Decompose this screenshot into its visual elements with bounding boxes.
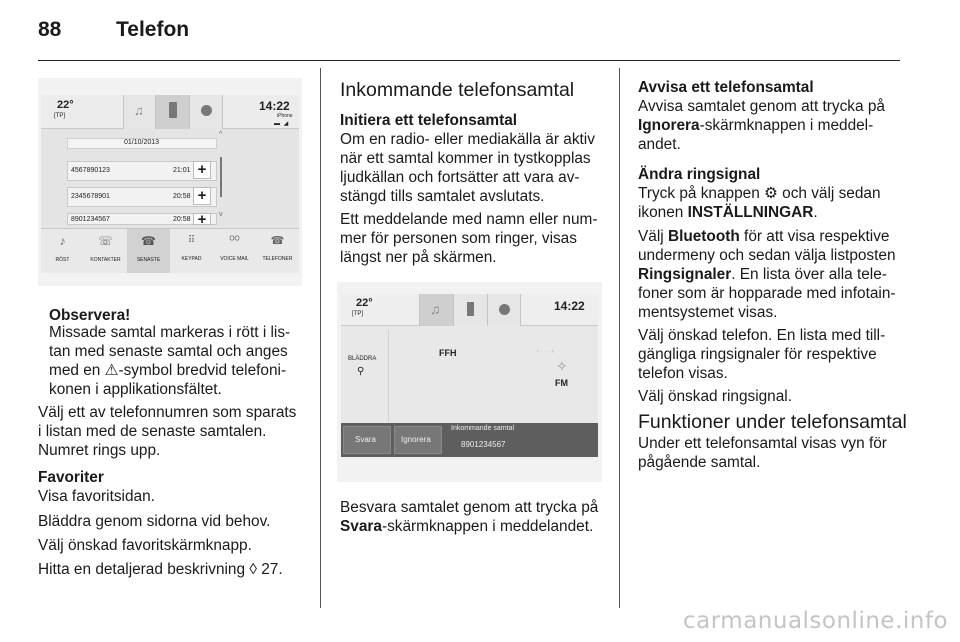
connected-phone: iPhone (277, 113, 293, 119)
body-line: Välj önskad ringsignal. (638, 388, 792, 405)
phones-icon: ☎ (270, 235, 285, 247)
tab-media[interactable] (419, 294, 453, 326)
body-line: foner som är hopparade med infotain- (638, 285, 896, 302)
tuner-dial-icon: ‹ · · · › (537, 349, 554, 355)
temperature: 22° (356, 297, 373, 309)
body-line: Numret rings upp. (38, 442, 161, 459)
scroll-down-icon[interactable]: v (219, 211, 223, 218)
band-label: FM (555, 378, 568, 388)
subsection-title: Avvisa ett telefonsamtal (638, 79, 814, 96)
body-line: Välj önskad telefon. En lista med till- (638, 327, 886, 344)
body-line: när ett samtal kommer in tystkopplas (340, 150, 591, 167)
answer-label: Svara (355, 435, 376, 444)
note-line: konen i applikationsfältet. (49, 381, 222, 398)
body-line: Besvara samtalet genom att trycka på (340, 499, 599, 516)
body-text: . (813, 204, 818, 221)
body-line: mentsystemet visas. (638, 304, 778, 321)
section-heading: Inkommande telefonsamtal (340, 79, 575, 101)
tab-phone[interactable] (453, 294, 487, 326)
body-line: Avvisa samtalet genom att trycka på (638, 98, 885, 115)
note-line: Missade samtal markeras i rött i lis- (49, 324, 291, 341)
body-text: -skärmknappen i meddelandet. (381, 518, 594, 535)
tab-voice[interactable] (41, 229, 84, 273)
note-title: Observera! (49, 307, 131, 324)
tuner-icon: ✧ (556, 358, 568, 374)
body-line: i listan med de senaste samtalen. (38, 423, 267, 440)
body-text: Välj (638, 228, 664, 245)
body-line (638, 265, 887, 284)
add-contact-button[interactable]: + (193, 161, 211, 179)
clock: 14:22 (259, 99, 290, 113)
note-prefix: med en (49, 362, 101, 379)
body-text: Tryck på knappen (638, 185, 760, 202)
tab-navigation[interactable] (487, 294, 521, 326)
subsection-title: Initiera ett telefonsamtal (340, 112, 518, 129)
body-text: för att visa respektive (744, 228, 890, 245)
column-divider (320, 68, 321, 608)
music-note-icon: ♫ (134, 103, 144, 118)
tab-phones-label: TELEFONER (262, 256, 293, 262)
header-rule (38, 60, 900, 61)
voice-icon: ♪ (59, 234, 66, 248)
keypad-icon: ⠿ (187, 235, 196, 246)
watermark: carmanualsonline.info (683, 608, 949, 634)
phone-icon (169, 102, 177, 118)
tab-voicemail-label: VOICE MAIL (220, 256, 249, 262)
body-line: andet. (638, 136, 681, 153)
add-contact-button[interactable]: + (193, 187, 211, 205)
warning-triangle-icon: ⚠ (104, 362, 119, 379)
body-line: Ett meddelande med namn eller num- (340, 211, 598, 228)
body-text: och välj sedan (782, 185, 881, 202)
page-title: Telefon (116, 18, 190, 41)
phone-menu-bar (41, 228, 299, 273)
tab-recent[interactable] (127, 229, 170, 273)
body-line: Välj önskad favoritskärmknapp. (38, 537, 252, 554)
scrollbar[interactable] (220, 157, 222, 197)
note-line-rest: -symbol bredvid telefoni- (118, 362, 287, 379)
body-line: Visa favoritsidan. (38, 488, 155, 505)
body-text: . En lista över alla tele- (731, 266, 887, 283)
column-divider (619, 68, 620, 608)
section-heading: Funktioner under telefonsamtal (638, 411, 907, 433)
tab-recent-label: SENASTE (136, 257, 161, 263)
body-text: Hitta en detaljerad beskrivning (38, 561, 246, 578)
recent-calls-icon: ☎ (141, 234, 156, 248)
body-line: Bläddra genom sidorna vid behov. (38, 513, 271, 530)
add-contact-button[interactable]: + (193, 213, 211, 225)
station-name: FFH (439, 348, 457, 358)
body-line: Under ett telefonsamtal visas vyn för (638, 435, 887, 452)
scroll-up-icon[interactable]: ^ (219, 131, 223, 138)
page-number: 88 (38, 18, 62, 41)
tab-voicemail[interactable] (213, 229, 256, 273)
body-line: Om en radio- eller mediakälla är aktiv (340, 131, 595, 148)
browse-panel[interactable] (341, 330, 389, 422)
tab-contacts[interactable] (84, 229, 127, 273)
note-line: tan med senaste samtal och anges (49, 343, 288, 360)
incoming-call-screenshot-frame (337, 282, 602, 482)
bold-term: Bluetooth (667, 228, 740, 245)
ignore-label: Ignorera (401, 435, 431, 444)
body-line: pågående samtal. (638, 454, 761, 471)
tab-voice-label: RÖST (55, 257, 70, 263)
contacts-icon: ☏ (97, 234, 113, 248)
incoming-call-label: Inkommande samtal (451, 425, 515, 432)
call-number: 4567890123 (71, 167, 110, 174)
bold-term: INSTÄLLNINGAR (687, 204, 814, 221)
phone-recent-calls-screen (41, 95, 299, 273)
body-line (638, 227, 889, 246)
temperature: 22° (57, 99, 74, 111)
tab-navigation[interactable] (189, 95, 223, 129)
body-line (638, 203, 818, 222)
incoming-call-bar (341, 423, 598, 457)
clock: 14:22 (554, 299, 585, 313)
date-label: 01/10/2013 (124, 139, 160, 146)
body-line: stängd tills samtalet avslutats. (340, 188, 545, 205)
favorites-title: Favoriter (38, 469, 104, 486)
tab-phone[interactable] (155, 95, 189, 129)
battery-signal-icon: ▬ ◢ (274, 121, 290, 127)
tab-keypad-label: KEYPAD (181, 256, 202, 262)
body-line: ljudkällan och fortsätter att vara av- (340, 169, 580, 186)
browse-label: BLÄDDRA (348, 356, 377, 362)
tab-media[interactable] (123, 95, 155, 129)
incoming-call-number: 8901234567 (461, 440, 506, 449)
call-time: 21:01 (173, 167, 191, 174)
body-text: -skärmknappen i meddel- (699, 117, 874, 134)
body-line (38, 560, 283, 579)
music-note-icon: ♫ (430, 301, 441, 317)
incoming-call-screen (341, 294, 598, 457)
bold-term: Ignorera (638, 117, 700, 134)
body-line: mer för personen som ringer, visas (340, 230, 577, 247)
body-line: längst ner på skärmen. (340, 249, 497, 266)
body-line: gängliga ringsignaler för respektive (638, 346, 877, 363)
subsection-title: Ändra ringsignal (638, 166, 761, 183)
tab-contacts-label: KONTAKTER (90, 257, 121, 263)
body-line (638, 184, 881, 203)
page-reference-icon: ◊ (249, 561, 257, 578)
call-number: 2345678901 (71, 193, 110, 200)
voicemail-icon: ᴼᴼ (229, 235, 240, 246)
note-line (49, 361, 286, 380)
body-line (638, 116, 873, 135)
phone-screenshot-frame (38, 78, 302, 286)
call-time: 20:58 (173, 193, 191, 200)
answer-button[interactable] (343, 426, 391, 454)
tab-keypad[interactable] (170, 229, 213, 273)
tp-indicator: [TP] (54, 113, 66, 119)
phone-icon (467, 302, 474, 316)
body-line: telefon visas. (638, 365, 728, 382)
tab-phones[interactable] (256, 229, 299, 273)
ignore-button[interactable] (394, 426, 442, 454)
body-line (340, 517, 593, 536)
bold-term: Svara (340, 518, 382, 535)
search-icon: ⚲ (357, 366, 365, 377)
body-line: Välj ett av telefonnumren som sparats (38, 404, 297, 421)
page-reference[interactable]: 27. (261, 561, 283, 578)
body-line: undermeny och sedan välja listposten (638, 247, 896, 264)
bold-term: Ringsignaler (638, 266, 732, 283)
circle-icon (499, 304, 510, 315)
call-time: 20:58 (173, 216, 191, 223)
tp-indicator: [TP] (352, 311, 364, 317)
date-header (67, 138, 217, 149)
call-number: 8901234567 (71, 216, 110, 223)
circle-icon (201, 105, 212, 116)
config-button-icon: ⚙ (764, 185, 778, 202)
body-text: ikonen (638, 204, 684, 221)
